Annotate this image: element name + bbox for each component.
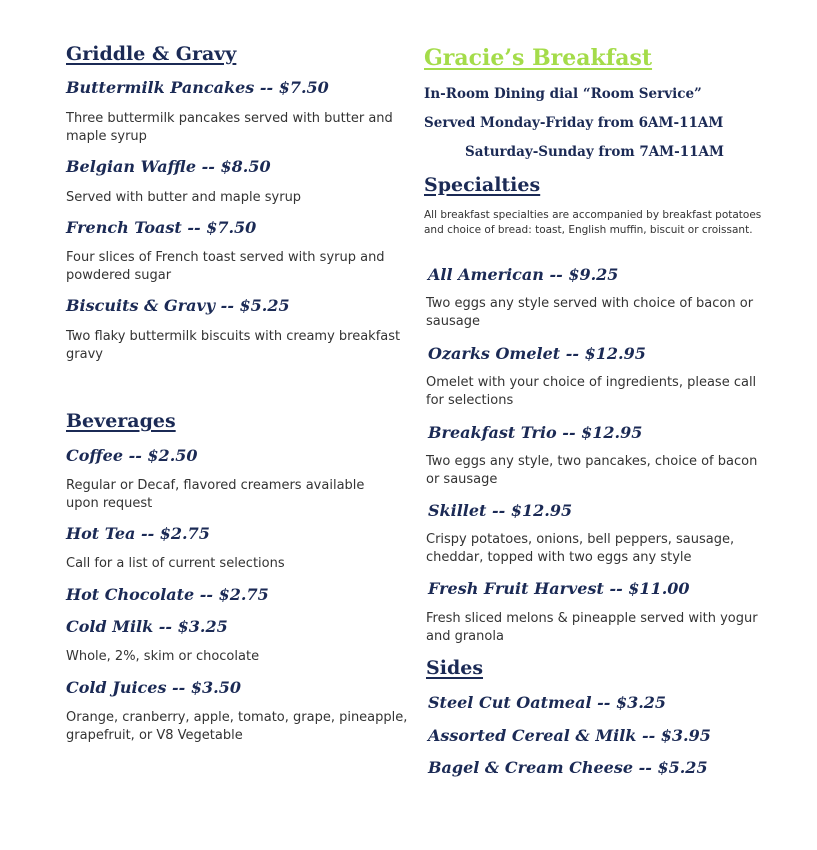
biscuits-gravy-name: Biscuits & Gravy -- $5.25 — [66, 296, 290, 315]
coffee-desc: Regular or Decaf, flavored creamers available upon request — [66, 478, 365, 511]
breakfast-trio-desc: Two eggs any style, two pancakes, choice of bacon or sausage — [426, 454, 758, 487]
gracies-breakfast-title: Gracie’s Breakfast — [424, 45, 653, 71]
hot-chocolate-name: Hot Chocolate -- $2.75 — [66, 585, 269, 604]
weekday-hours: Served Monday-Friday from 6AM-11AM — [424, 115, 724, 131]
beverages-heading: Beverages — [66, 410, 176, 432]
ozarks-omelet-name: Ozarks Omelet -- $12.95 — [428, 344, 646, 363]
all-american-name: All American -- $9.25 — [428, 265, 619, 284]
skillet-name: Skillet -- $12.95 — [428, 501, 573, 520]
breakfast-trio-name: Breakfast Trio -- $12.95 — [428, 423, 643, 442]
assorted-cereal-milk-name: Assorted Cereal & Milk -- $3.95 — [428, 726, 711, 745]
ozarks-omelet-desc: Omelet with your choice of ingredients, please call for selections — [426, 375, 757, 408]
cold-juices-name: Cold Juices -- $3.50 — [66, 678, 241, 697]
belgian-waffle-name: Belgian Waffle -- $8.50 — [66, 157, 271, 176]
specialties-heading: Specialties — [424, 174, 541, 196]
coffee-name: Coffee -- $2.50 — [66, 446, 198, 465]
buttermilk-pancakes-desc: Three buttermilk pancakes served with butter and maple syrup — [66, 111, 393, 144]
griddle-gravy-heading: Griddle & Gravy — [66, 43, 237, 65]
steel-cut-oatmeal-name: Steel Cut Oatmeal -- $3.25 — [428, 693, 667, 712]
bagel-cream-cheese-name: Bagel & Cream Cheese -- $5.25 — [428, 758, 708, 777]
room-service-line: In-Room Dining dial “Room Service” — [424, 86, 702, 102]
fresh-fruit-harvest-name: Fresh Fruit Harvest -- $11.00 — [428, 579, 690, 598]
all-american-desc: Two eggs any style served with choice of bacon or sausage — [426, 296, 754, 329]
weekend-hours: Saturday-Sunday from 7AM-11AM — [465, 144, 724, 160]
buttermilk-pancakes-name: Buttermilk Pancakes -- $7.50 — [66, 78, 329, 97]
skillet-desc: Crispy potatoes, onions, bell peppers, sausage, cheddar, topped with two eggs any style — [426, 532, 735, 565]
cold-milk-desc: Whole, 2%, skim or chocolate — [66, 649, 260, 664]
cold-juices-desc: Orange, cranberry, apple, tomato, grape, pineapple, grapefruit, or V8 Vegetable — [66, 710, 408, 743]
cold-milk-name: Cold Milk -- $3.25 — [66, 617, 228, 636]
hot-tea-name: Hot Tea -- $2.75 — [66, 524, 210, 543]
specialties-intro: All breakfast specialties are accompanied by breakfast potatoes and choice of bread: toast, English muffin, biscuit or croissant. — [424, 209, 762, 236]
sides-heading: Sides — [426, 657, 484, 679]
french-toast-desc: Four slices of French toast served with syrup and powdered sugar — [66, 250, 385, 283]
biscuits-gravy-desc: Two flaky buttermilk biscuits with creamy breakfast gravy — [66, 329, 401, 362]
fresh-fruit-harvest-desc: Fresh sliced melons & pineapple served with yogur and granola — [426, 611, 758, 644]
french-toast-name: French Toast -- $7.50 — [66, 218, 257, 237]
belgian-waffle-desc: Served with butter and maple syrup — [66, 190, 302, 205]
hot-tea-desc: Call for a list of current selections — [66, 556, 285, 571]
